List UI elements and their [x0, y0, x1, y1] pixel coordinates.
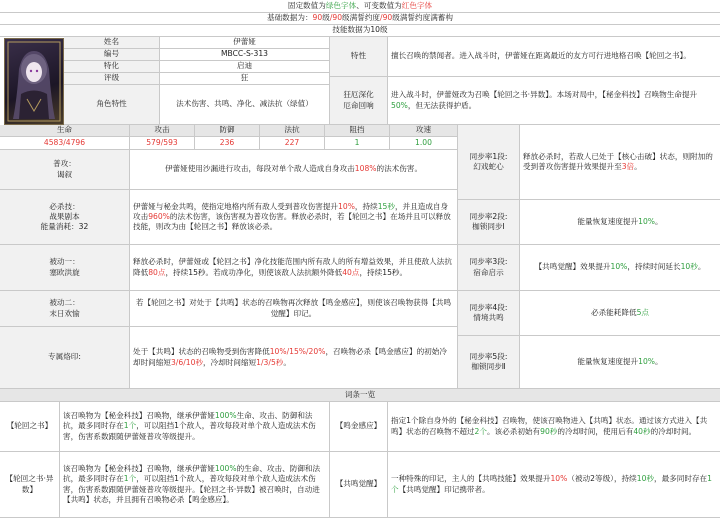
sync-text-2: 能量恢复速度提升10%。 [520, 200, 720, 245]
sync-label-2: 同步率2段: 枷锁同步Ⅰ [458, 200, 520, 245]
sync-label-3: 同步率3段: 宿命启示 [458, 245, 520, 291]
stat-value-speed: 1.00 [390, 137, 458, 150]
stat-label-def: 防御 [195, 125, 260, 137]
stat-label-speed: 攻速 [390, 125, 458, 137]
glossary-bookx-text: 该召唤物为【秘金科技】召唤物，继承伊蕾娅100%的生命、攻击、防御和法抗，最多同时存在1个，可以阻挡1个敌人，普攻每段对单个敌人造成法术伤害，伤害系数跟随伊蕾娅普攻等级提升。【轮回之书·异数】被召唤时，自动进【共鸣】状态，并且拥有召唤物必杀【鸣金感应】。 [60, 452, 330, 518]
glossary-bookx-label: 【轮回之书·异数】 [0, 452, 60, 518]
skill-label-passive1: 被动一： 塞欧洪旋 [0, 245, 130, 291]
stat-label-atk: 攻击 [130, 125, 195, 137]
stat-value-hp: 4583/4796 [0, 137, 130, 150]
glossary-resonance-text: 指定1个除自身外的【秘金科技】召唤物，使该召唤物进入【共鸣】状态。通过该方式进入【共鸣】状态的召唤物不超过2个。该必杀初始有90秒的冷却时间，使用后有40秒的冷却时间。 [388, 402, 720, 452]
skill-label-normal: 普攻： 谒叙 [0, 150, 130, 190]
skill-label-brand: 专属烙印: [0, 327, 130, 389]
skill-text-ultimate: 伊蕾娅与秘金共鸣，使指定地格内所有敌人受到普攻伤害提升10%，持续15秒，并且造成自身攻击960%的法术伤害，该伤害视为普攻伤害。释放必杀时，若【轮回之书】在场并且可以释放技能，则改为由【轮回之书】释放该必杀。 [130, 190, 458, 245]
sync-label-1: 同步率1段: 幻戏蛇心 [458, 125, 520, 200]
stat-label-block: 阻挡 [325, 125, 390, 137]
trait-label: 特性 [330, 37, 388, 77]
glossary-resonance-label: 【鸣金感应】 [330, 402, 388, 452]
sync-text-5: 能量恢复速度提升10%。 [520, 336, 720, 389]
skill-text-passive1: 释放必杀时，伊蕾娅或【轮回之书】净化技能范围内所有敌人的所有增益效果，并且使敌人法抗降低80点，持续15秒。若成功净化，则使该敌人法抗额外降低40点，持续15秒。 [130, 245, 458, 291]
glossary-awaken-label: 【共鸣觉醒】 [330, 452, 388, 518]
skill-label-passive2: 被动二： 末日欢愉 [0, 291, 130, 327]
rank-value: 狂 [160, 73, 330, 85]
sync-text-3: 【共鸣觉醒】效果提升10%，持续时间延长10秒。 [520, 245, 720, 291]
id-value: MBCC-S-313 [160, 49, 330, 61]
trait-type-value: 启迪 [160, 61, 330, 73]
stat-value-atk: 579/593 [130, 137, 195, 150]
skill-text-brand: 处于【共鸣】状态的召唤物受到伤害降低10%/15%/20%，召唤物必杀【鸣金感应】的初始冷却时间缩短3/6/10秒，冷却时间缩短1/3/5秒。 [130, 327, 458, 389]
trait-type-label: 特化 [64, 61, 160, 73]
stat-value-block: 1 [325, 137, 390, 150]
glossary-title: 词条一览 [0, 389, 720, 402]
skill-text-normal: 伊蕾娅使用沙漏进行攻击，每段对单个敌人造成自身攻击108%的法术伤害。 [130, 150, 458, 190]
sync-label-5: 同步率5段: 枷锁同步Ⅱ [458, 336, 520, 389]
name-value: 伊蕾娅 [160, 37, 330, 49]
sync-text-4: 必杀能耗降低5点 [520, 291, 720, 336]
glossary-book-text: 该召唤物为【秘金科技】召唤物，继承伊蕾娅100%生命、攻击、防御和法抗，最多同时存在1个，可以阻挡1个敌人，普攻每段对单个敌人造成法术伤害，伤害系数跟随伊蕾娅普攻等级提升。 [60, 402, 330, 452]
legend-line: 固定数值为 绿色字体 、可变数值为 红色字体 [0, 0, 720, 13]
skill-label-ultimate: 必杀技： 战果剧本 能量消耗：32 [0, 190, 130, 245]
skill-text-passive2: 若【轮回之书】对处于【共鸣】状态的召唤物再次释放【鸣金感应】，则使该召唤物获得【共鸣觉醒】印记。 [130, 291, 458, 327]
deepen-label: 狂厄深化 厄命回响 [330, 77, 388, 125]
sync-text-1: 释放必杀时，若敌人已处于【核心击破】状态，则附加的受到普攻伤害提升效果提升至3倍。 [520, 125, 720, 200]
trait-text: 擅长召唤的禁闻者。进入战斗时，伊蕾娅在距离最近的友方可行进地格召唤【轮回之书】。 [388, 37, 720, 77]
name-label: 姓名 [64, 37, 160, 49]
glossary-book-label: 【轮回之书】 [0, 402, 60, 452]
sync-label-4: 同步率4段: 情境共鸣 [458, 291, 520, 336]
role-value: 法术伤害、共鸣、净化、减法抗（绿值） [160, 85, 330, 125]
stat-label-res: 法抗 [260, 125, 325, 137]
base-data-line: 基础数据为： 90 级 /90 级满誓约度 /90 级满誓约度满蓄构 [0, 13, 720, 25]
id-label: 编号 [64, 49, 160, 61]
deepen-text: 进入战斗时，伊蕾娅改为召唤【轮回之书·异数】。本场对局中，【秘金科技】召唤物生命提升50%，但无法获得护盾。 [388, 77, 720, 125]
role-label: 角色特性 [64, 85, 160, 125]
skill-level-line: 技能数据为10级 [0, 25, 720, 37]
glossary-awaken-text: 一种特殊的印记，主人的【共鸣技能】效果提升10%（被动2等级），持续10秒，最多同时存在1个【共鸣觉醒】印记携带者。 [388, 452, 720, 518]
rank-label: 评级 [64, 73, 160, 85]
stat-label-hp: 生命 [0, 125, 130, 137]
stat-value-def: 236 [195, 137, 260, 150]
character-portrait [4, 38, 64, 125]
stat-value-res: 227 [260, 137, 325, 150]
